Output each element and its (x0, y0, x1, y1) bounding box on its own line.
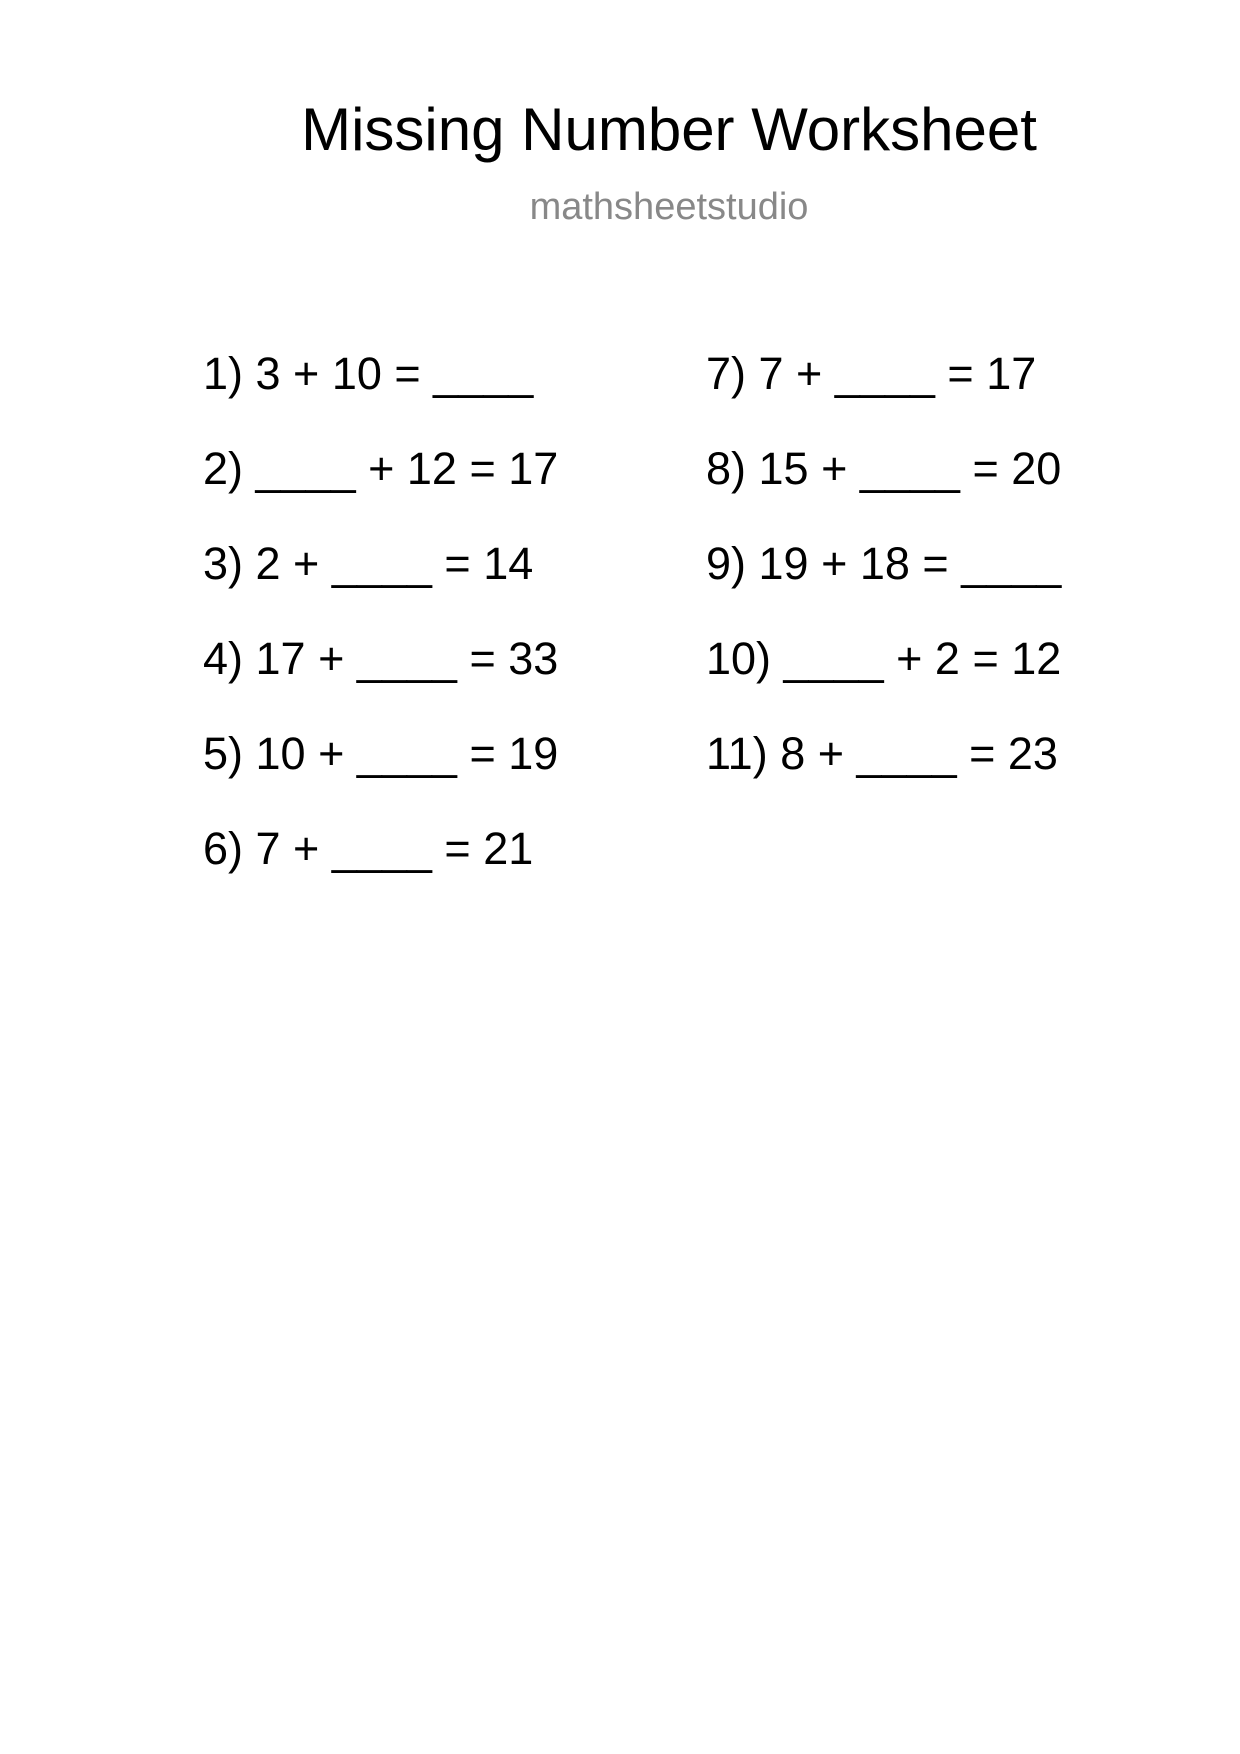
worksheet-title: Missing Number Worksheet (301, 96, 1037, 163)
problem-3: 3) 2 + ____ = 14 (203, 538, 534, 589)
problem-5: 5) 10 + ____ = 19 (203, 728, 559, 779)
worksheet-subtitle: mathsheetstudio (529, 186, 809, 228)
problem-9: 9) 19 + 18 = ____ (706, 538, 1062, 589)
problem-2: 2) ____ + 12 = 17 (203, 443, 559, 494)
problem-6: 6) 7 + ____ = 21 (203, 823, 534, 874)
problem-1: 1) 3 + 10 = ____ (203, 348, 534, 399)
problem-10: 10) ____ + 2 = 12 (706, 633, 1062, 684)
problem-8: 8) 15 + ____ = 20 (706, 443, 1062, 494)
problem-7: 7) 7 + ____ = 17 (706, 348, 1037, 399)
problem-4: 4) 17 + ____ = 33 (203, 633, 559, 684)
problem-11: 11) 8 + ____ = 23 (706, 728, 1058, 779)
